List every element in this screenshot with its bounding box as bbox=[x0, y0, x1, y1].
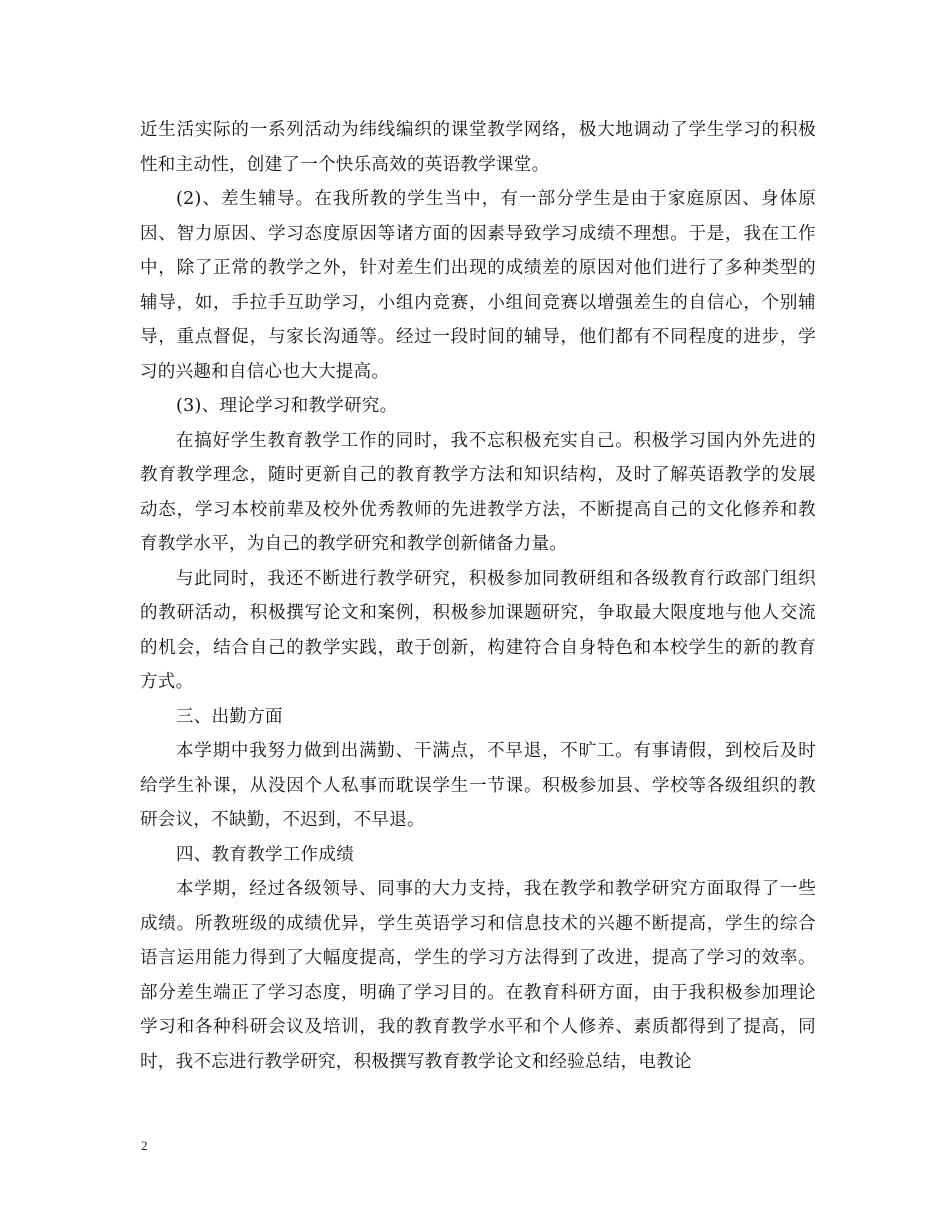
paragraph-continuation: 近生活实际的一系列活动为纬线编织的课堂教学网络，极大地调动了学生学习的积极性和主动性，创建了一个快乐高效的英语教学课堂。 bbox=[140, 120, 816, 175]
paragraph-teaching-research: 与此同时，我还不断进行教学研究，积极参加同教研组和各级教育行政部门组织的教研活动，积极撰写论文和案例，积极参加课题研究，争取最大限度地与他人交流的机会，结合自己的教学实践，敢于创新，构建符合自身特色和本校学生的新的教育方式。 bbox=[140, 568, 816, 692]
paragraph-achievements: 本学期，经过各级领导、同事的大力支持，我在教学和教学研究方面取得了一些成绩。所教班级的成绩优异，学生英语学习和信息技术的兴趣不断提高，学生的综合语言运用能力得到了大幅度提高，学生的学习方法得到了改进，提高了学习的效率。部分差生端正了学习态度，明确了学习目的。在教育科研方面，由于我积极参加理论学习和各种科研会议及培训，我的教育教学水平和个人修养、素质都得到了提高，同时，我不忘进行教学研究，积极撰写教育教学论文和经验总结，电教论 bbox=[140, 879, 816, 1072]
heading-attendance: 三、出勤方面 bbox=[176, 706, 283, 727]
heading-achievements: 四、教育教学工作成绩 bbox=[176, 844, 354, 865]
page-number: 2 bbox=[141, 1138, 148, 1153]
document-body bbox=[140, 113, 816, 1079]
paragraph-attendance: 本学期中我努力做到出满勤、干满点，不早退，不旷工。有事请假，到校后及时给学生补课，从没因个人私事而耽误学生一节课。积极参加县、学校等各级组织的教研会议，不缺勤，不迟到，不早退。 bbox=[140, 741, 816, 830]
heading-theory-and-research: (3)、理论学习和教学研究。 bbox=[176, 396, 398, 416]
paragraph-poor-student-tutoring: (2)、差生辅导。在我所教的学生当中，有一部分学生是由于家庭原因、身体原因、智力原因、学习态度原因等诸方面的因素导致学习成绩不理想。于是，我在工作中，除了正常的教学之外，针对差生们出现的成绩差的原因对他们进行了多种类型的辅导，如，手拉手互助学习，小组内竞赛，小组间竞赛以增强差生的自信心，个别辅导，重点督促，与家长沟通等。经过一段时间的辅导，他们都有不同程度的进步，学习的兴趣和自信心也大大提高。 bbox=[140, 189, 816, 382]
paragraph-self-improvement: 在搞好学生教育教学工作的同时，我不忘积极充实自己。积极学习国内外先进的教育教学理念，随时更新自己的教育教学方法和知识结构，及时了解英语教学的发展动态，学习本校前辈及校外优秀教师的先进教学方法，不断提高自己的文化修养和教育教学水平，为自己的教学研究和教学创新储备力量。 bbox=[140, 430, 816, 554]
